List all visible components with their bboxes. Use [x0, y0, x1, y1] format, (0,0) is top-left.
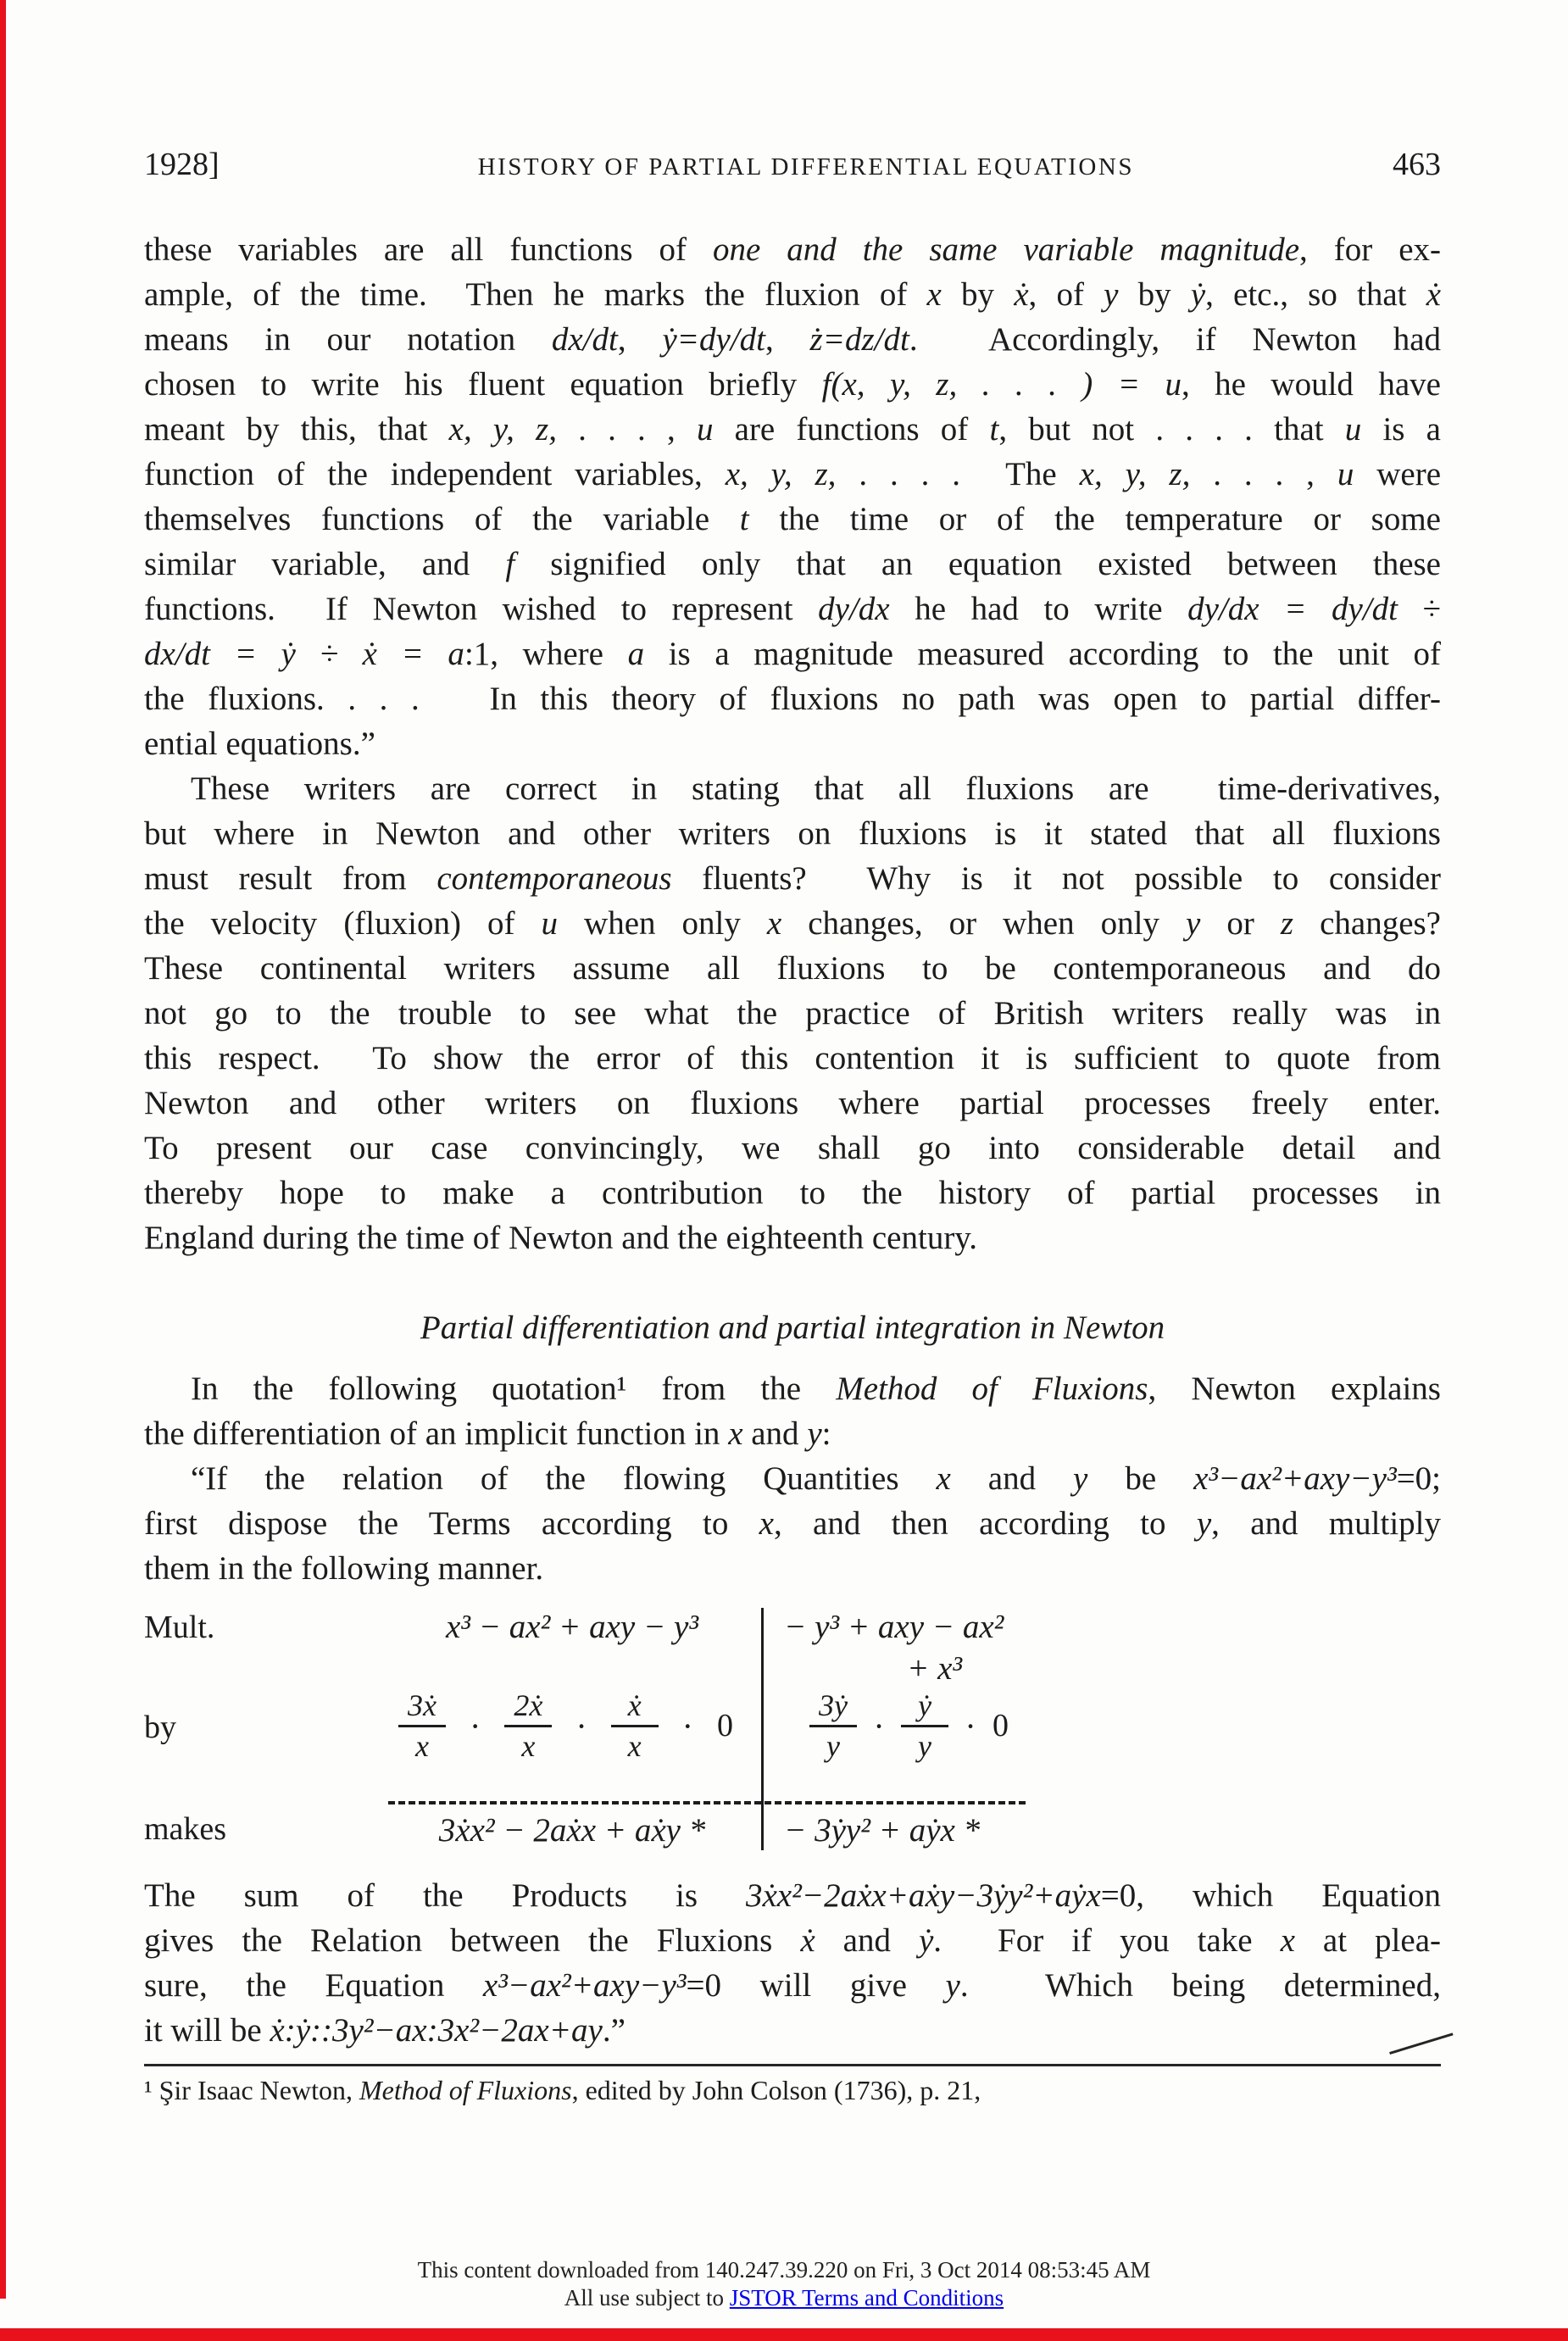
text-line: the differentiation of an implicit function in x and y: — [144, 1415, 831, 1452]
text-line: functions. If Newton wished to represent dy/dx he had to write dy/dx = dy/dt ÷ — [144, 591, 1441, 627]
mult-expression-carry: + x³ — [907, 1650, 963, 1687]
fraction-numerator: 3ẋ — [398, 1689, 446, 1727]
page-number: 463 — [1393, 147, 1441, 182]
makes-expression-right: − 3ẏy² + aẏx * — [784, 1812, 981, 1849]
text-line: these variables are all functions of one and the same variable magnitude, for ex- — [144, 231, 1441, 268]
scan-edge-bottom-stripe — [0, 2328, 1568, 2341]
text-line: These continental writers assume all fluxions to be contemporaneous and do — [144, 950, 1441, 987]
text-line: The sum of the Products is 3ẋx²−2aẋx+aẋy−3ẏy²+aẏx=0, which Equation — [144, 1877, 1442, 1914]
fraction-denominator: x — [521, 1728, 536, 1763]
fraction-numerator: 3ẏ — [809, 1689, 857, 1727]
fluxion-fraction — [611, 1689, 659, 1763]
jstor-terms-link[interactable]: JSTOR Terms and Conditions — [729, 2285, 1004, 2310]
text-line: first dispose the Terms according to x, and then according to y, and multiply — [144, 1505, 1441, 1542]
mult-expression-left: x³ − ax² + axy − y³ — [445, 1609, 699, 1645]
running-title: HISTORY OF PARTIAL DIFFERENTIAL EQUATIONS — [477, 153, 1134, 181]
fraction-numerator: 2ẋ — [504, 1689, 552, 1727]
footnote: ¹ Şir Isaac Newton, Method of Fluxions, edited by John Colson (1736), p. 21, — [144, 2075, 981, 2105]
text-line: dx/dt = ẏ ÷ ẋ = a:1, where a is a magnitude measured according to the unit of — [144, 636, 1442, 672]
by-fractions-right — [809, 1689, 1009, 1763]
text-line: not go to the trouble to see what the practice of British writers really was in — [144, 995, 1441, 1031]
text-line: chosen to write his fluent equation briefly f(x, y, z, . . . ) = u, he would have — [144, 366, 1441, 403]
row-label-by: by — [144, 1710, 176, 1745]
multiplication-dot: · — [575, 1706, 587, 1745]
paragraph-newton-quotation — [144, 1366, 1441, 1591]
fluxion-fraction — [809, 1689, 857, 1763]
text-line: function of the independent variables, x, y, z, . . . . The x, y, z, . . . , u were — [144, 456, 1442, 492]
fraction-denominator: y — [917, 1728, 931, 1763]
row-label-mult: Mult. — [144, 1610, 215, 1645]
section-heading: Partial differentiation and partial integration in Newton — [420, 1310, 1165, 1346]
text-line: similar variable, and f signified only that an equation existed between these — [144, 546, 1441, 582]
text-line: England during the time of Newton and the eighteenth century. — [144, 1220, 978, 1256]
zero-term: 0 — [992, 1708, 1009, 1744]
zero-term: 0 — [716, 1708, 733, 1744]
fraction-denominator: x — [627, 1728, 642, 1763]
fluxion-fraction — [504, 1689, 552, 1763]
terms-prefix: All use subject to — [564, 2285, 730, 2310]
multiplication-dot: · — [470, 1706, 481, 1745]
text-line: means in our notation dx/dt, ẏ=dy/dt, ż=dz/dt. Accordingly, if Newton had — [144, 321, 1441, 358]
text-line: must result from contemporaneous fluents? Why is it not possible to consider — [144, 860, 1441, 897]
text-line: them in the following manner. — [144, 1550, 544, 1587]
fraction-numerator: ẋ — [611, 1689, 659, 1727]
text-line: the velocity (fluxion) of u when only x changes, or when only y or z changes? — [144, 905, 1441, 942]
text-line: thereby hope to make a contribution to the history of partial processes in — [144, 1175, 1441, 1211]
text-line: but where in Newton and other writers on fluxions is it stated that all fluxions — [144, 815, 1441, 852]
paragraph-sum-of-products — [144, 1873, 1441, 2053]
jstor-footer — [0, 2256, 1568, 2312]
column-divider-bar — [761, 1608, 764, 1850]
fraction-denominator: x — [415, 1728, 429, 1763]
footnote-rule — [144, 2064, 1441, 2066]
text-line: Newton and other writers on fluxions where partial processes freely enter. — [144, 1085, 1441, 1121]
terms-line — [0, 2284, 1568, 2312]
paragraph-quote-fluxions — [144, 227, 1441, 766]
page-header — [144, 0, 1441, 187]
fluxion-multiplication-table — [144, 1606, 1441, 1856]
text-line: ample, of the time. Then he marks the fluxion of x by ẋ, of y by ẏ, etc., so that ẋ — [144, 276, 1441, 313]
scan-edge-left-stripe — [0, 0, 6, 2299]
text-line: ential equations.” — [144, 726, 375, 762]
text-line: gives the Relation between the Fluxions ẋ and ẏ. For if you take x at plea- — [144, 1922, 1442, 1959]
text-line: In the following quotation¹ from the Method of Fluxions, Newton explains — [191, 1371, 1441, 1407]
multiplication-dot: · — [873, 1706, 885, 1745]
text-line: “If the relation of the flowing Quantities x and y be x³−ax²+axy−y³=0; — [191, 1460, 1442, 1497]
paragraph-these-writers — [144, 766, 1441, 1260]
dashed-product-rule — [388, 1801, 1026, 1804]
text-line: These writers are correct in stating that all fluxions are time-derivatives, — [191, 770, 1441, 807]
journal-year: 1928] — [144, 147, 220, 182]
text-column — [144, 0, 1441, 2109]
download-info-line: This content downloaded from 140.247.39.220 on Fri, 3 Oct 2014 08:53:45 AM — [417, 2257, 1151, 2283]
text-line: sure, the Equation x³−ax²+axy−y³=0 will give y. Which being determined, — [144, 1967, 1441, 2004]
fluxion-fraction — [398, 1689, 446, 1763]
fraction-numerator: ẏ — [901, 1689, 948, 1727]
multiplication-dot: · — [965, 1706, 976, 1745]
fraction-denominator: y — [826, 1728, 840, 1763]
text-line: meant by this, that x, y, z, . . . , u are functions of t, but not . . . . that u is a — [144, 411, 1441, 448]
text-line: the fluxions. . . . In this theory of fluxions no path was open to partial differ- — [144, 681, 1441, 717]
makes-expression-left: 3ẋx² − 2aẋx + aẋy * — [438, 1812, 706, 1849]
mult-expression-right: − y³ + axy − ax² — [784, 1609, 1004, 1645]
by-fractions-left — [398, 1689, 733, 1763]
fluxion-fraction — [901, 1689, 948, 1763]
text-line: To present our case convincingly, we shall go into considerable detail and — [144, 1130, 1441, 1166]
text-line: this respect. To show the error of this contention it is sufficient to quote from — [144, 1040, 1441, 1076]
multiplication-dot: · — [681, 1706, 693, 1745]
text-line: themselves functions of the variable t the time or of the temperature or some — [144, 501, 1441, 537]
row-label-makes: makes — [144, 1811, 227, 1847]
text-line: it will be ẋ:ẏ::3y²−ax:3x²−2ax+ay.” — [144, 2012, 626, 2049]
